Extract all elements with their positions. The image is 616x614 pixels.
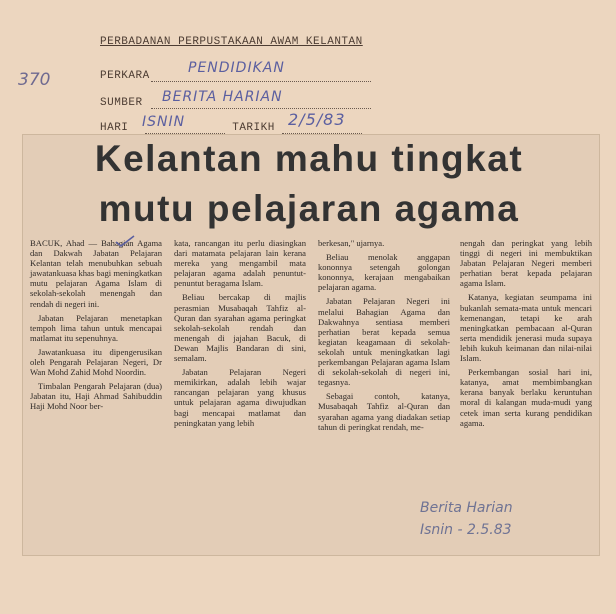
paragraph: kata, rancangan itu perlu diasingkan dari matamata pelajaran lain kerana mereka yang mengambil mata pelajaran agama adalah penuntut-penuntut beragama Islam. [174,238,306,289]
agency-header: PERBADANAN PERPUSTAKAAN AWAM KELANTAN [100,36,363,48]
paragraph: Perkembangan sosial hari ini, katanya, amat membimbangkan kerana banyak berlaku keruntuhan moral di kalangan muda-mudi yang cetek iman serta kurang pendidikan agama. [460,367,592,428]
paragraph: Beliau bercakap di majlis perasmian Musabaqah Tahfiz al-Quran dan syarahan agama peringkat sekolah-sekolah rendah dan menengah di jajahan Bacuk, di Dewan Majlis Bandaran di sini, semalam. [174,292,306,364]
article-column-3 [318,238,450,436]
field-rule [151,108,371,109]
paragraph: berkesan," ujarnya. [318,238,385,248]
note-line-2: Isnin - 2.5.83 [420,522,512,538]
paragraph: Katanya, kegiatan seumpama ini bukanlah semata-mata untuk mencari kemenangan, tetapi ke arah meningkatkan pembacaan al-Quran serta mendidik jenerasi muda supaya lebih kukuh keimanan dan nilai-nilai Islam. [460,292,592,364]
handwritten-source-note [420,497,513,541]
field-label: SUMBER [100,97,143,109]
paragraph: nengah dan peringkat yang lebih tinggi di negeri ini membuktikan Jabatan Pelajaran Negeri memberi perhatian berat kepada pelajaran agama Islam. [460,238,592,289]
field-label: HARI [100,122,129,134]
paragraph: Jawatankuasa itu dipengerusikan oleh Pengarah Pelajaran Negeri, Dr Wan Mohd Zahid Mohd Noordin. [30,346,162,378]
headline-line-1: Kelantan mahu tingkat [94,138,524,179]
reference-number: 370 [18,70,51,90]
headline-line-2: mutu pelajaran agama [98,188,520,229]
field-value-hari: ISNIN [142,114,186,130]
date-label: TARIKH [232,122,275,134]
field-rule [151,81,371,82]
article-column-1 [30,238,162,416]
paragraph: Jabatan Pelajaran Negeri ini melalui Bahagian Agama dan Dakwahnya sentiasa memberi perhatian berat kepada semua kegiatan keagamaan di sekolah-sekolah untuk meningkatkan lagi perkembangan Pelajaran agama Islam di sekolah-sekolah di negeri ini, tegasnya. [318,296,450,388]
field-label: PERKARA [100,70,150,82]
article-column-4 [460,238,592,432]
field-value-perkara: PENDIDIKAN [188,60,285,76]
paragraph: Beliau menolak anggapan kononnya setengah golongan kononnya, kerajaan mengabaikan pelajaran agama. [318,252,450,293]
paragraph: BACUK, Ahad — Bahagian Agama dan Dakwah Jabatan Pelajaran Kelantan telah menubuhkan sebuah jawatankuasa khas bagi meningkatkan mutu pelajaran Agama Islam di sekolah-sekolah menengah dan rendah di negeri ini. [30,238,162,309]
note-line-1: Berita Harian [420,500,513,516]
field-value-sumber: BERITA HARIAN [162,89,283,105]
paragraph: Jabatan Pelajaran menetapkan tempoh lima tahun untuk mencapai matlamat itu sepenuhnya. [30,312,162,343]
article-column-2 [174,238,306,432]
paragraph: Timbalan Pengarah Pelajaran (dua) Jabatan itu, Haji Ahmad Sahibuddin Haji Mohd Noor ber- [30,381,162,412]
date-value: 2/5/83 [288,110,346,129]
pen-checkmark-icon [114,234,136,248]
paragraph: Jabatan Pelajaran Negeri memikirkan, adalah lebih wajar rancangan pelajaran yang khusus untuk pelajaran agama diwujudkan bagi mencapai matlamat dan peningkatan yang lebih [174,367,306,428]
paragraph: Sebagai contoh, katanya, Musabaqah Tahfiz al-Quran dan syarahan agama yang diadakan setiap tahun di peringkat rendah, me- [318,391,450,432]
